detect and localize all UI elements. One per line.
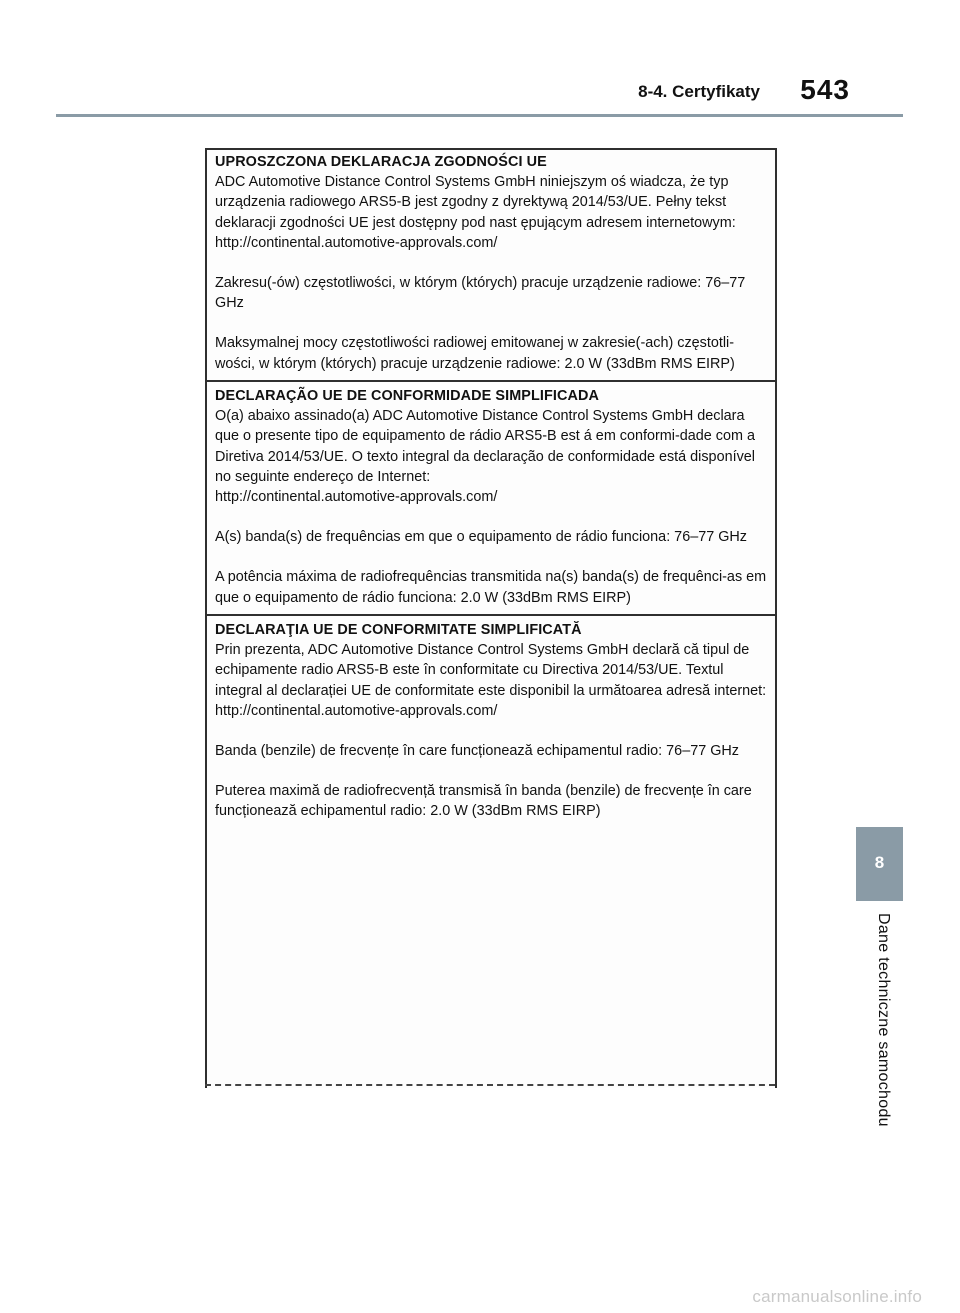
section-title: 8-4. Certyfikaty (638, 82, 760, 101)
header-rule (56, 114, 903, 117)
declaration-title: UPROSZCZONA DEKLARACJA ZGODNOŚCI UE (215, 154, 547, 170)
chapter-label: Dane techniczne samochodu (875, 913, 892, 1127)
declaration-paragraph: Banda (benzile) de frecvențe în care funcționează echipamentul radio: 76–77 GHz (215, 743, 739, 760)
declaration-paragraph: A potência máxima de radiofrequências transmitida na(s) banda(s) de frequênci-as em que o equipamento de rádio funciona: 2.0 W (33dBm RMS EIRP) (215, 569, 767, 606)
declaration-paragraph: Prin prezenta, ADC Automotive Distance Control Systems GmbH declară că tipul de echipamente radio ARS5-B este în conformitate cu Directiva 2014/53/UE. Textul integral al declarației UE de conformitate este disponibil la următoarea adresă internet: (215, 642, 767, 699)
declaration-title: DECLARAŢIA UE DE CONFORMITATE SIMPLIFICATĂ (215, 622, 582, 638)
chapter-tab (856, 827, 903, 901)
page-number: 543 (800, 74, 850, 105)
declaration-ro (207, 620, 775, 822)
declaration-pl (207, 152, 775, 374)
declaration-title: DECLARAÇÃO UE DE CONFORMIDADE SIMPLIFICADA (215, 388, 599, 404)
chapter-number: 8 (874, 853, 885, 872)
declaration-pt (207, 386, 775, 608)
section-divider (207, 380, 775, 382)
page-header (0, 74, 960, 108)
scan-bottom-edge (205, 1084, 775, 1088)
section-divider (207, 614, 775, 616)
declaration-paragraph: O(a) abaixo assinado(a) ADC Automotive Distance Control Systems GmbH declara que o presente tipo de equipamento de rádio ARS5-B est á em conformi-dade com a Diretiva 2014/53/UE. O texto integral da declaração de conformidade está disponível no seguinte endereço de Internet: (215, 408, 755, 485)
declaration-url: http://continental.automotive-approvals.com/ (215, 234, 498, 251)
declaration-url: http://continental.automotive-approvals.com/ (215, 489, 498, 506)
declaration-paragraph: Puterea maximă de radiofrecvență transmisă în banda (benzile) de frecvențe în care funcționează echipamentul radio: 2.0 W (33dBm RMS EIRP) (215, 783, 752, 820)
declaration-paragraph: Zakresu(-ów) częstotliwości, w którym (których) pracuje urządzenie radiowe: 76–77 GHz (215, 275, 746, 312)
watermark: carmanualsonline.info (752, 1287, 922, 1306)
declaration-paragraph: ADC Automotive Distance Control Systems GmbH niniejszym oś wiadcza, że typ urządzenia radiowego ARS5-B jest zgodny z dyrektywą 2014/53/UE. Pełny tekst deklaracji zgodności UE jest dostępny pod nast ępującym adresem internetowym: (215, 174, 736, 231)
declaration-paragraph: Maksymalnej mocy częstotliwości radiowej emitowanej w zakresie(-ach) częstotli-wości, w którym (których) pracuje urządzenie radiowe: 2.0 W (33dBm RMS EIRP) (215, 335, 735, 372)
declaration-paragraph: A(s) banda(s) de frequências em que o equipamento de rádio funciona: 76–77 GHz (215, 529, 747, 546)
declaration-url: http://continental.automotive-approvals.com/ (215, 702, 498, 719)
certificate-scan (205, 148, 777, 1088)
